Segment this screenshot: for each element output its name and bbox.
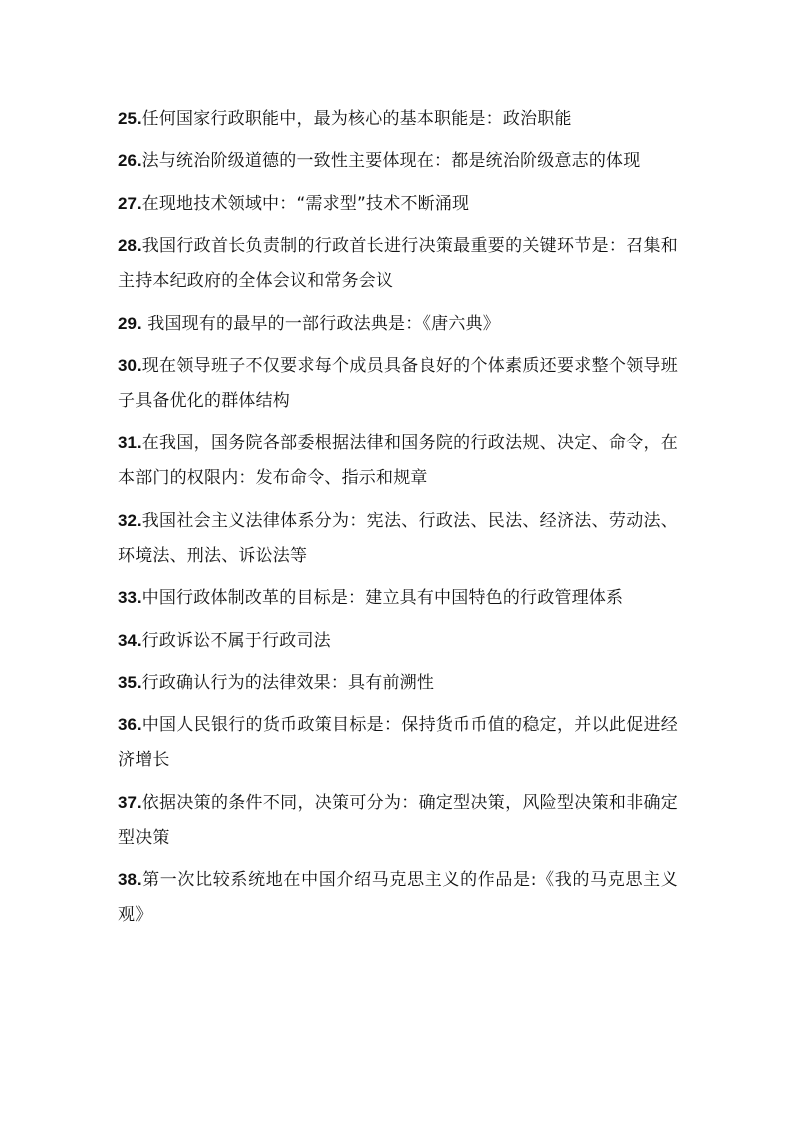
list-item-31 — [118, 425, 678, 496]
list-item-35 — [118, 665, 678, 701]
item-number: 35. — [118, 672, 142, 692]
item-number: 34. — [118, 630, 142, 650]
list-item-29 — [118, 306, 678, 342]
item-number: 27. — [118, 193, 142, 213]
list-item-28 — [118, 228, 678, 299]
item-number: 26. — [118, 151, 142, 171]
list-item-27 — [118, 186, 678, 222]
item-number: 37. — [118, 792, 142, 812]
list-item-26 — [118, 143, 678, 179]
item-number: 33. — [118, 588, 142, 608]
item-text: 行政诉讼不属于行政司法 — [141, 630, 331, 651]
item-text: 任何国家行政职能中，最为核心的基本职能是：政治职能 — [141, 109, 572, 129]
item-number: 28. — [118, 236, 142, 256]
list-item-37 — [118, 785, 678, 856]
item-text: 我国社会主义法律体系分为：宪法、行政法、民法、经济法、劳动法、环境法、刑法、诉讼法等 — [118, 510, 678, 566]
item-text: 第一次比较系统地在中国介绍马克思主义的作品是:《我的马克思主义观》 — [118, 870, 678, 926]
item-number: 25. — [118, 109, 142, 128]
item-number: 32. — [118, 510, 142, 530]
item-number: 38. — [118, 870, 142, 890]
list-item-33 — [118, 580, 678, 616]
item-number: 30. — [118, 355, 142, 375]
item-text: 中国人民银行的货币政策目标是：保持货币币值的稳定，并以此促进经济增长 — [118, 715, 678, 771]
list-item-38 — [118, 862, 678, 933]
item-text: 依据决策的条件不同，决策可分为：确定型决策，风险型决策和非确定型决策 — [118, 792, 678, 848]
list-item-36 — [118, 707, 678, 778]
item-text: 我国行政首长负责制的行政首长进行决策最重要的关键环节是：召集和主持本纪政府的全体会议和常务会议 — [118, 236, 678, 292]
item-text: 行政确认行为的法律效果：具有前溯性 — [141, 672, 435, 693]
item-number: 31. — [118, 433, 142, 453]
list-item-32 — [118, 503, 678, 574]
list-item-25 — [118, 101, 678, 137]
item-text: 在现地技术领域中：“需求型”技术不断涌现 — [141, 193, 470, 214]
item-number: 36. — [118, 715, 142, 735]
item-text: 中国行政体制改革的目标是：建立具有中国特色的行政管理体系 — [141, 588, 624, 609]
item-text: 现在领导班子不仅要求每个成员具备良好的个体素质还要求整个领导班子具备优化的群体结构 — [118, 355, 678, 411]
item-text: 法与统治阶级道德的一致性主要体现在：都是统治阶级意志的体现 — [141, 151, 641, 172]
list-item-30 — [118, 348, 678, 419]
item-text: 我国现有的最早的一部行政法典是：《唐六典》 — [141, 313, 500, 334]
item-number: 29. — [118, 313, 142, 333]
list-item-34 — [118, 623, 678, 659]
item-text: 在我国，国务院各部委根据法律和国务院的行政法规、决定、命令，在本部门的权限内：发布命令、指示和规章 — [118, 433, 678, 489]
document-page — [118, 101, 678, 939]
